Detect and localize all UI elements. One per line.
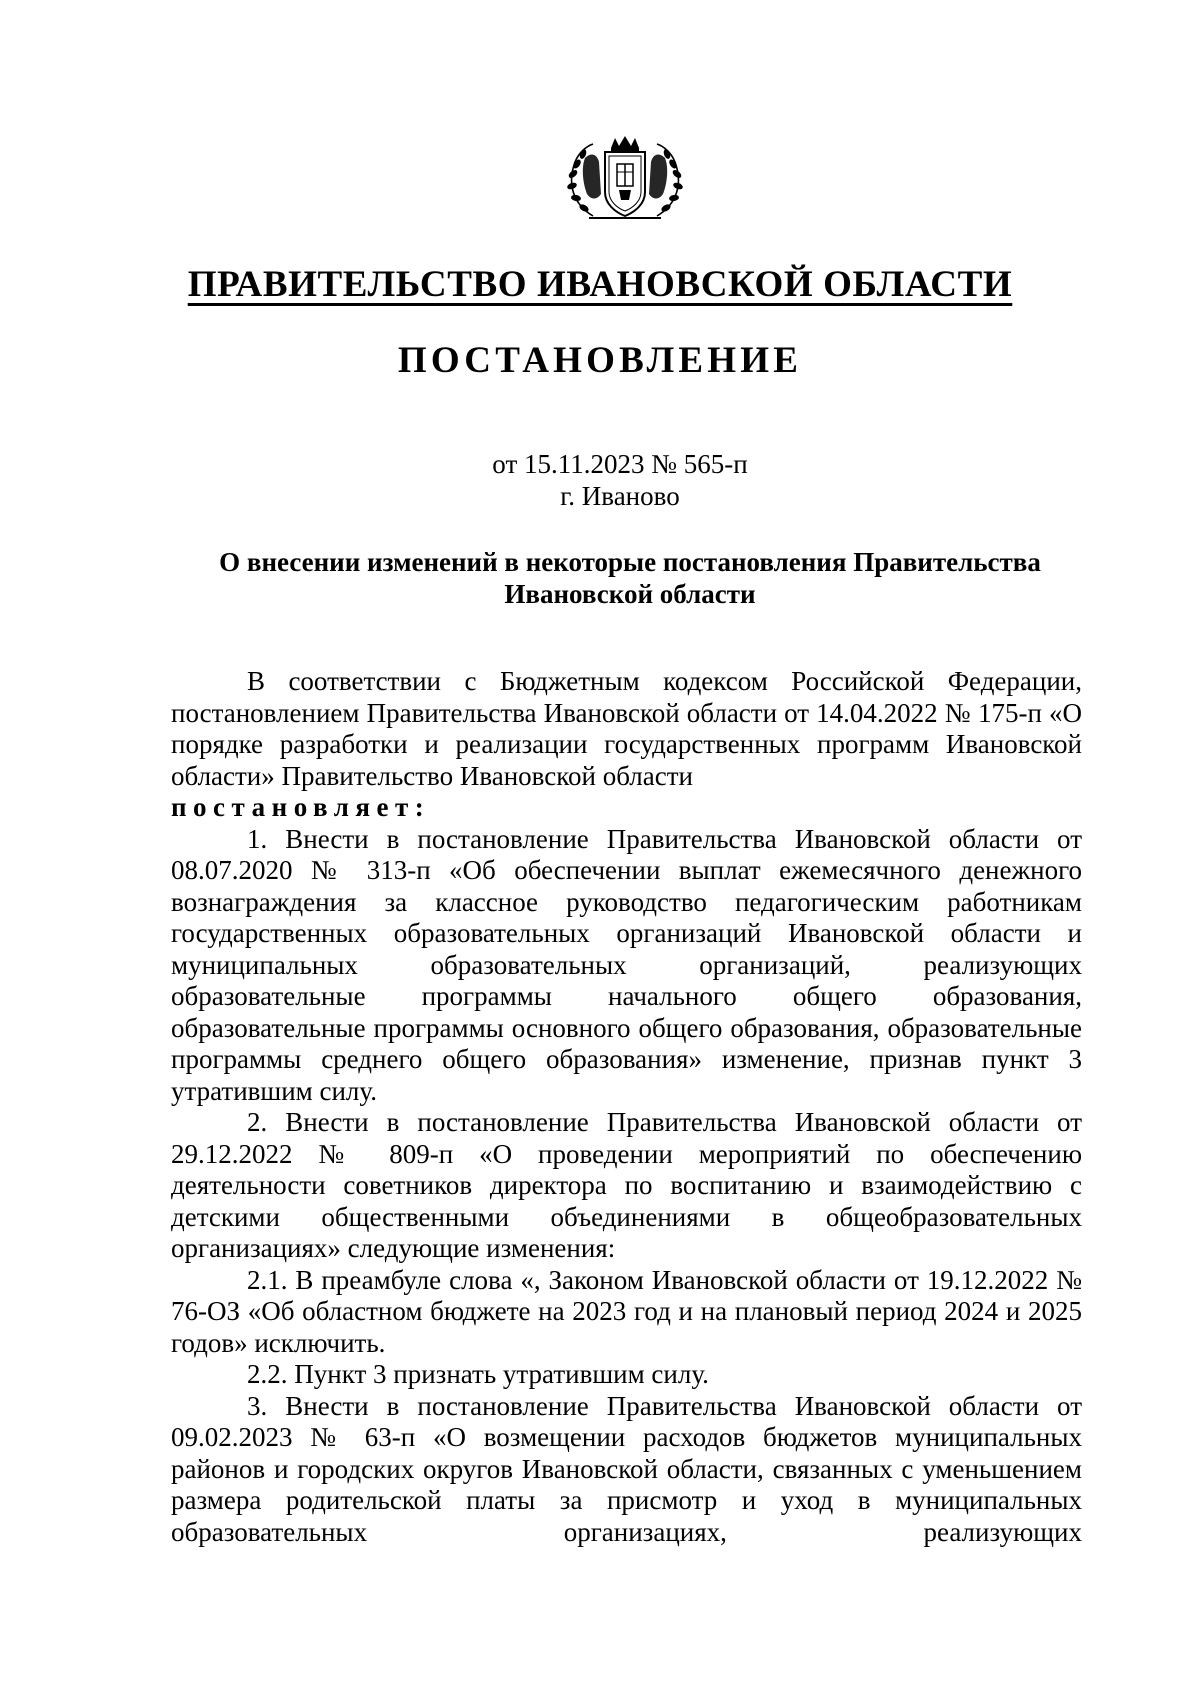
paragraph-2: 2. Внести в постановление Правительства Ивановской области от 29.12.2022 № 809-п «О проведении мероприятий по обеспечению деятельности советников директора по воспитанию и взаимодействию с детскими общественными объединениями в общеобразовательных организациях» следующие изменения: — [171, 1107, 1082, 1263]
decree-word: постановляет: — [171, 792, 431, 822]
paragraph-3: 3. Внести в постановление Правительства Ивановской области от 09.02.2023 № 63-п «О возмещении расходов бюджетов муниципальных районов и городских округов Ивановской области, связанных с уменьшением размера родительской платы за присмотр и уход в муниципальных образовательных организациях, реализующих — [171, 1390, 1082, 1547]
document-type: ПОСТАНОВЛЕНИЕ — [397, 340, 803, 381]
paragraph-2-2: 2.2. Пункт 3 признать утратившим силу. — [247, 1359, 709, 1389]
document-city: г. Иваново — [560, 481, 680, 511]
document-date-number: от 15.11.2023 № 565-п — [492, 449, 748, 479]
paragraph-2-1: 2.1. В преамбуле слова «, Законом Ивановской области от 19.12.2022 № 76-ОЗ «Об областном бюджете на 2023 год и на плановый период 2024 и 2025 годов» исключить. — [171, 1264, 1082, 1358]
paragraph-1: 1. Внести в постановление Правительства Ивановской области от 08.07.2020 № 313-п «Об обеспечении выплат ежемесячного денежного вознаграждения за классное руководство педагогическим работникам государственных образовательных организаций Ивановской области и муниципальных образовательных организаций, реализующих образовательные программы начального общего образования, образовательные программы основного общего образования, образовательные программы среднего общего образования» изменение, признав пункт 3 утратившим силу. — [171, 823, 1082, 1106]
coat-of-arms-emblem — [563, 134, 687, 224]
organization-title-text: ПРАВИТЕЛЬСТВО ИВАНОВСКОЙ ОБЛАСТИ — [187, 264, 1013, 305]
document-subject: О внесении изменений в некоторые постановления Правительства Ивановской области — [219, 547, 1041, 609]
document-body — [171, 666, 1082, 1548]
organization-title — [0, 265, 1200, 305]
preamble-paragraph: В соответствии с Бюджетным кодексом Российской Федерации, постановлением Правительства Ивановской области от 14.04.2022 № 175-п «О порядке разработки и реализации государственных программ Ивановской области» Правительство Ивановской области — [171, 666, 1082, 791]
